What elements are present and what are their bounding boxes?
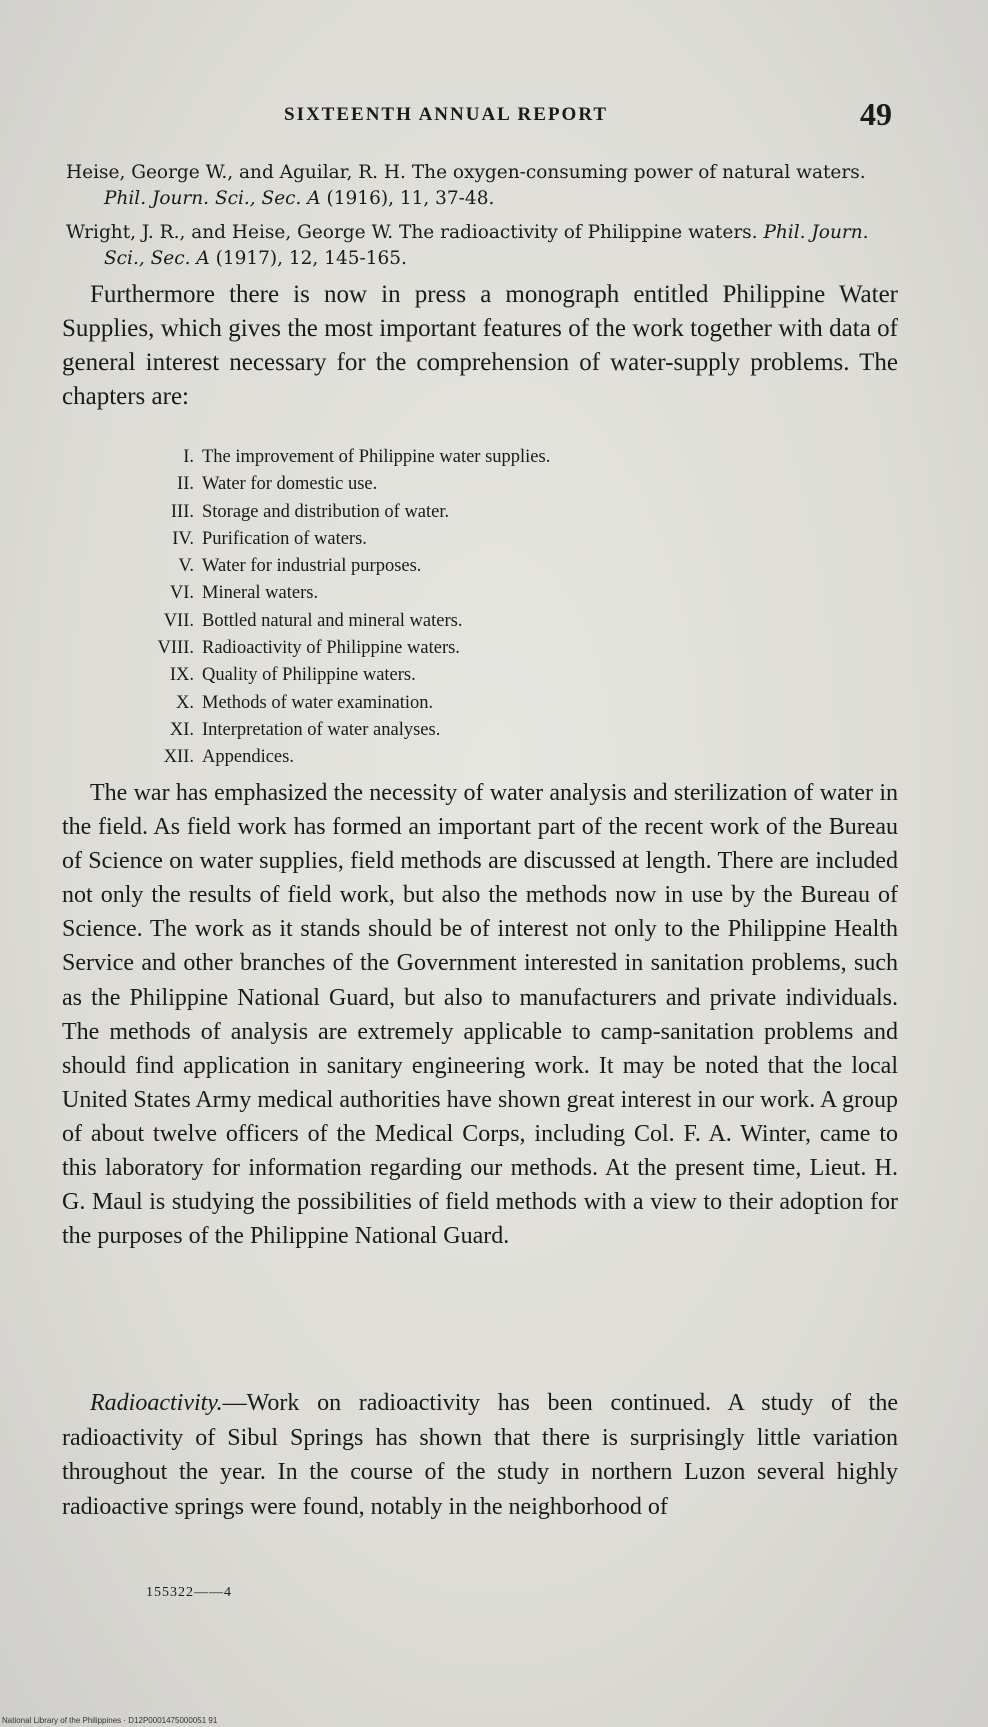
list-item: II. Water for domestic use. (177, 474, 378, 495)
section-heading: Radioactivity. (90, 1390, 223, 1416)
list-item: IX. Quality of Philippine waters. (169, 665, 416, 686)
references (66, 160, 896, 280)
list-item: VIII. Radioactivity of Philippine waters. (157, 638, 460, 659)
page-number: 49 (860, 96, 892, 132)
paragraph-monograph: Furthermore there is now in press a monograph entitled Philippine Water Supplies, which gives the most important features of the work together with data of general interest necessary for the comprehension of water-supply problems. The chapters are: (62, 281, 898, 410)
list-item: VI. Mineral waters. (169, 583, 319, 604)
list-item: I. The improvement of Philippine water supplies. (183, 447, 551, 467)
paragraph-war: The war has emphasized the necessity of water analysis and sterilization of water in the field. As field work has formed an important part of the recent work of the Bureau of Science on water supplies, field methods are discussed at length. There are included not only the results of field work, but also the methods now in use by the Bureau of Science. The work as it stands should be of interest not only to the Philippine Health Service and other branches of the Government interested in sanitation problems, such as the Philippine National Guard, but also to manufacturers and private individuals. The methods of analysis are extremely applicable to camp-sanitation problems and should find application in sanitary engineering work. It may be noted that the local United States Army medical authorities have shown great interest in our work. A group of about twelve officers of the Medical Corps, including Col. F. A. Winter, came to this laboratory for information regarding our methods. At the present time, Lieut. H. G. Maul is studying the possibilities of field methods with a view to their adoption for the purposes of the Philippine National Guard. (62, 780, 898, 1250)
list-item: III. Storage and distribution of water. (170, 501, 450, 522)
paragraph-radioactivity: Radioactivity.—Work on radioactivity has been continued. A study of the radioactivity of Sibul Springs has shown that there is surprisingly little variation throughout the year. In the course of the study in northern Luzon several highly radioactive springs were found, notably in the neighborhood of (62, 1390, 898, 1520)
list-item: VII. Bottled natural and mineral waters. (163, 610, 463, 631)
list-item: XI. Interpretation of water analyses. (169, 719, 441, 740)
list-item: X. Methods of water examination. (176, 692, 434, 713)
list-item: IV. Purification of waters. (172, 528, 367, 549)
printer-signature: 155322——4 (146, 1585, 232, 1600)
running-header: SIXTEENTH ANNUAL REPORT (284, 104, 609, 125)
scan-footer: National Library of the Philippines · D12P0001475000051 91 (2, 1716, 218, 1725)
reference-item: Heise, George W., and Aguilar, R. H. The oxygen-consuming power of natural waters. Phil. Journ. Sci., Sec. A (1916), 11, 37-48. (66, 162, 866, 209)
list-item: V. Water for industrial purposes. (178, 556, 422, 577)
list-item: XII. Appendices. (163, 747, 294, 768)
reference-item: Wright, J. R., and Heise, George W. The radioactivity of Philippine waters. Phil. Journ. Sci., Sec. A (1917), 12, 145-165. (66, 222, 869, 269)
chapter-list (110, 444, 810, 772)
